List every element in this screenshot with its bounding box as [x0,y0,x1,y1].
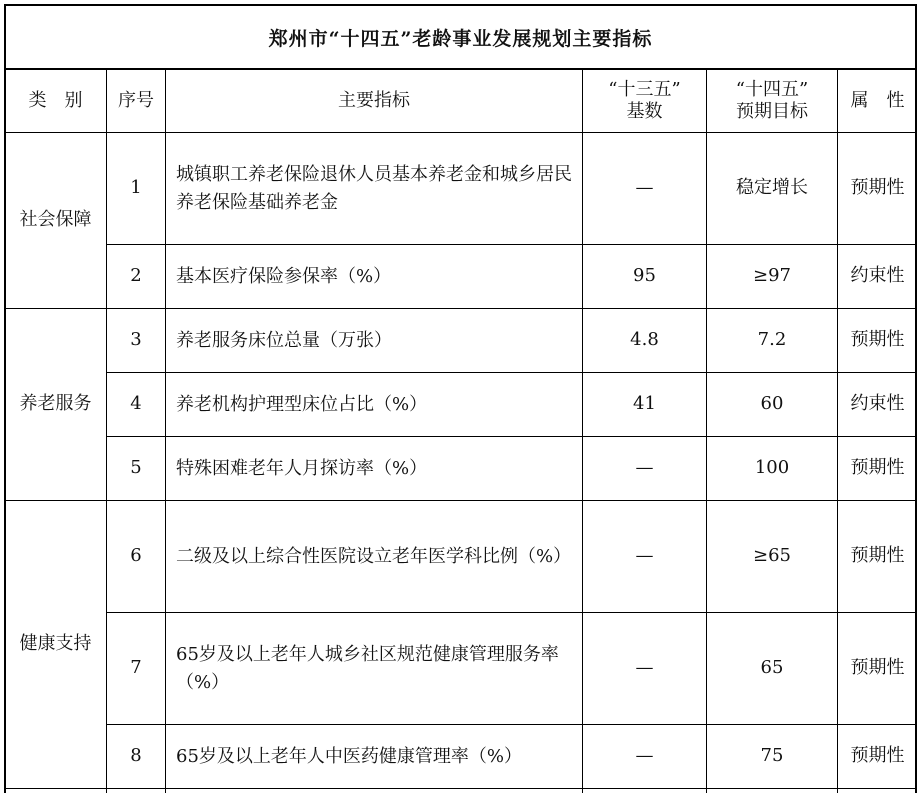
row-target: 65 [707,613,838,725]
row-target: 7.2 [707,309,838,373]
row-base: — [583,501,707,613]
row-number: 5 [107,437,166,501]
row-attribute: 预期性 [838,437,918,501]
row-indicator: 65岁及以上老年人中医药健康管理率（%） [166,725,583,789]
row-attribute: 预期性 [838,309,918,373]
row-indicator: 二级及以上综合性医院设立老年医学科比例（%） [166,501,583,613]
row-attribute: 预期性 [838,133,918,245]
header-category: 类 别 [5,70,107,133]
header-row [5,70,918,133]
category-elderly-care: 养老服务 [5,309,107,501]
header-target-line1: “十四五” [735,78,809,100]
header-base [583,70,707,133]
row-indicator: 特殊困难老年人月探访率（%） [166,437,583,501]
row-number: 6 [107,501,166,613]
row-target: ≥65 [707,501,838,613]
row-target: ≥97 [707,245,838,309]
table-row [5,373,918,437]
header-target-line2: 预期目标 [736,101,808,122]
indicator-table-document [4,4,917,793]
row-base: — [583,725,707,789]
row-target: 稳定增长 [707,133,838,245]
indicator-table [4,69,917,793]
row-base: 4.8 [583,309,707,373]
row-indicator: 养老机构护理型床位占比（%） [166,373,583,437]
row-attribute: 预期性 [838,501,918,613]
header-base-line2: 基数 [626,101,663,122]
row-attribute: 预期性 [838,613,918,725]
cutoff-cell [583,789,707,793]
table-row [5,725,918,789]
row-target: 75 [707,725,838,789]
row-indicator: 城镇职工养老保险退休人员基本养老金和城乡居民养老保险基础养老金 [166,133,583,245]
cutoff-cell [838,789,918,793]
row-base: — [583,613,707,725]
row-base: — [583,437,707,501]
header-target [707,70,838,133]
row-attribute: 约束性 [838,373,918,437]
row-target: 60 [707,373,838,437]
cutoff-cell [707,789,838,793]
row-base: 41 [583,373,707,437]
table-row-cutoff [5,789,918,793]
row-number: 7 [107,613,166,725]
row-number: 2 [107,245,166,309]
row-number: 1 [107,133,166,245]
header-attribute: 属 性 [838,70,918,133]
table-row [5,437,918,501]
row-attribute: 预期性 [838,725,918,789]
row-number: 8 [107,725,166,789]
table-row [5,133,918,245]
cutoff-cell [5,789,107,793]
row-number: 3 [107,309,166,373]
row-indicator: 基本医疗保险参保率（%） [166,245,583,309]
table-title: 郑州市“十四五”老龄事业发展规划主要指标 [6,6,915,69]
row-attribute: 约束性 [838,245,918,309]
row-target: 100 [707,437,838,501]
table-row [5,309,918,373]
category-social-security: 社会保障 [5,133,107,309]
header-base-line1: “十三五” [608,78,681,100]
row-indicator: 65岁及以上老年人城乡社区规范健康管理服务率（%） [166,613,583,725]
table-row [5,613,918,725]
category-health-support: 健康支持 [5,501,107,789]
row-base: — [583,133,707,245]
table-row [5,501,918,613]
table-row [5,245,918,309]
header-indicator: 主要指标 [166,70,583,133]
cutoff-cell [107,789,166,793]
row-indicator: 养老服务床位总量（万张） [166,309,583,373]
row-base: 95 [583,245,707,309]
header-number: 序号 [107,70,166,133]
cutoff-cell [166,789,583,793]
row-number: 4 [107,373,166,437]
